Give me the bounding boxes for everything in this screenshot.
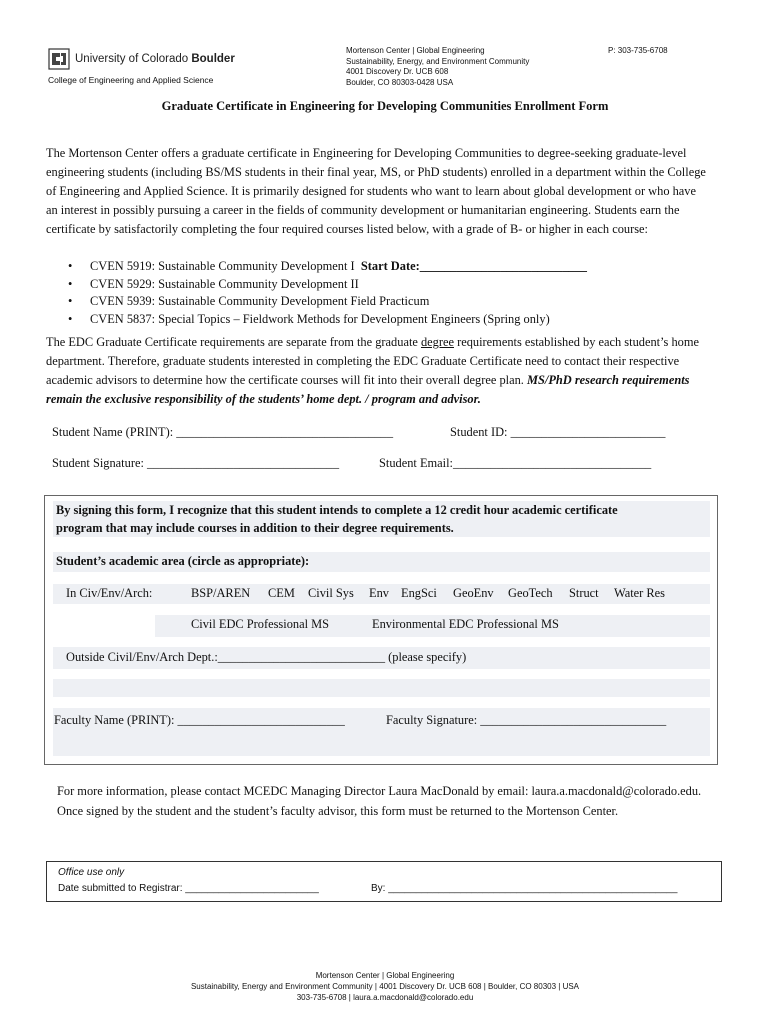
contact-info: For more information, please contact MCEDC Managing Director Laura MacDonald by email: laura.a.macdonald@colorado.edu. Once signed by the student and the student’s faculty advisor, this form must be returned to the Mortenson Center. (57, 784, 702, 818)
cu-logo-icon (48, 48, 70, 70)
header-address (346, 46, 529, 88)
statement-line: program that may include courses in addition to their degree requirements. (56, 521, 454, 535)
course-item: • CVEN 5939: Sustainable Community Development Field Practicum (68, 293, 587, 311)
university-logo (48, 48, 235, 70)
area-option-engsci[interactable]: EngSci (401, 586, 437, 600)
footer (0, 970, 770, 1003)
footer-line: Mortenson Center | Global Engineering (315, 971, 455, 980)
by-field[interactable]: By: ____________________________________________________ (371, 883, 678, 894)
advisor-section (44, 495, 718, 765)
faculty-signature-field[interactable]: Faculty Signature: ______________________________ (386, 713, 667, 727)
course-item: • CVEN 5929: Sustainable Community Development II (68, 276, 587, 294)
address-line: Boulder, CO 80303-0428 USA (346, 77, 454, 87)
address-line: Mortenson Center | Global Engineering (346, 46, 485, 55)
faculty-name-field[interactable]: Faculty Name (PRINT): ___________________________ (54, 713, 345, 727)
requirements-paragraph: The EDC Graduate Certificate requirements are separate from the graduate degree requirements established by each student’s home department. Therefore, graduate students interested in completing the EDC Graduate Certificate need to contact their respective academic advisors to determine how the certificate courses will fit into their overall degree plan. MS/PhD research requirements remain the exclusive responsibility of the students’ home dept. / program and advisor. (46, 335, 699, 406)
course-list (68, 258, 587, 328)
start-date-field[interactable]: ___________________________ (419, 259, 587, 273)
university-name: University of Colorado (75, 53, 189, 65)
office-use-box (46, 861, 722, 902)
area-option-geoenv[interactable]: GeoEnv (453, 586, 494, 600)
campus-name: Boulder (191, 53, 235, 65)
academic-area-label: Student’s academic area (circle as appropriate): (56, 554, 310, 568)
area-option-civil-edc[interactable]: Civil EDC Professional MS (191, 617, 330, 631)
address-line: 4001 Discovery Dr. UCB 608 (346, 67, 449, 76)
in-civ-label: In Civ/Env/Arch: (66, 586, 153, 600)
area-option-civil-sys[interactable]: Civil Sys (308, 586, 354, 600)
form-title: Graduate Certificate in Engineering for Developing Communities Enrollment Form (161, 99, 609, 113)
course-item: • CVEN 5837: Special Topics – Fieldwork Methods for Development Engineers (Spring only) (68, 311, 587, 329)
area-option-bsp[interactable]: BSP/AREN (191, 586, 251, 600)
statement-line: By signing this form, I recognize that this student intends to complete a 12 credit hour academic certificate (56, 503, 618, 517)
requirements-emphasis: MS/PhD research requirements remain the exclusive responsibility of the students’ home dept. / program and advisor. (46, 373, 690, 406)
footer-line: 303-735-6708 | laura.a.macdonald@colorado.edu (296, 993, 474, 1002)
student-signature-field[interactable]: Student Signature: _______________________________ (52, 456, 340, 470)
area-option-water-res[interactable]: Water Res (614, 586, 665, 600)
address-line: Sustainability, Energy, and Environment Community (346, 56, 530, 66)
form-band (53, 679, 710, 697)
area-option-geotech[interactable]: GeoTech (508, 586, 553, 600)
office-use-title: Office use only (58, 867, 125, 878)
start-date-label: Start Date: (360, 259, 420, 273)
intro-paragraph: The Mortenson Center offers a graduate certificate in Engineering for Developing Communities to degree-seeking graduate-level engineering students (including BS/MS students in their final year, MS, or PhD students) enrolled in a department within the College of Engineering and Applied Science. It is primarily designed for students who want to learn about global development or who have an interest in possibly pursuing a career in the fields of community development or humanitarian engineering. Students earn the certificate by satisfactorily completing the four required courses listed below, with a grade of B- or higher in each course: (46, 146, 706, 236)
student-id-field[interactable]: Student ID: _________________________ (450, 425, 666, 439)
area-option-env-edc[interactable]: Environmental EDC Professional MS (372, 617, 559, 631)
area-option-cem[interactable]: CEM (268, 586, 295, 600)
area-option-env[interactable]: Env (369, 586, 389, 600)
area-option-struct[interactable]: Struct (569, 586, 599, 600)
degree-underlined: degree (420, 335, 454, 349)
outside-dept-field[interactable]: Outside Civil/Env/Arch Dept.:___________________________ (please specify) (66, 650, 467, 664)
student-name-field[interactable]: Student Name (PRINT): ___________________________________ (52, 425, 394, 439)
registrar-date-field[interactable]: Date submitted to Registrar: ________________________ (58, 883, 319, 894)
header-phone: P: 303-735-6708 (608, 46, 668, 55)
student-email-field[interactable]: Student Email:________________________________ (379, 456, 652, 470)
footer-line: Sustainability, Energy and Environment Community | 4001 Discovery Dr. UCB 608 | Boulder, CO 80303 | USA (190, 982, 580, 991)
college-name: College of Engineering and Applied Science (48, 75, 214, 85)
course-item: • CVEN 5919: Sustainable Community Development I Start Date:___________________________ (68, 258, 587, 276)
